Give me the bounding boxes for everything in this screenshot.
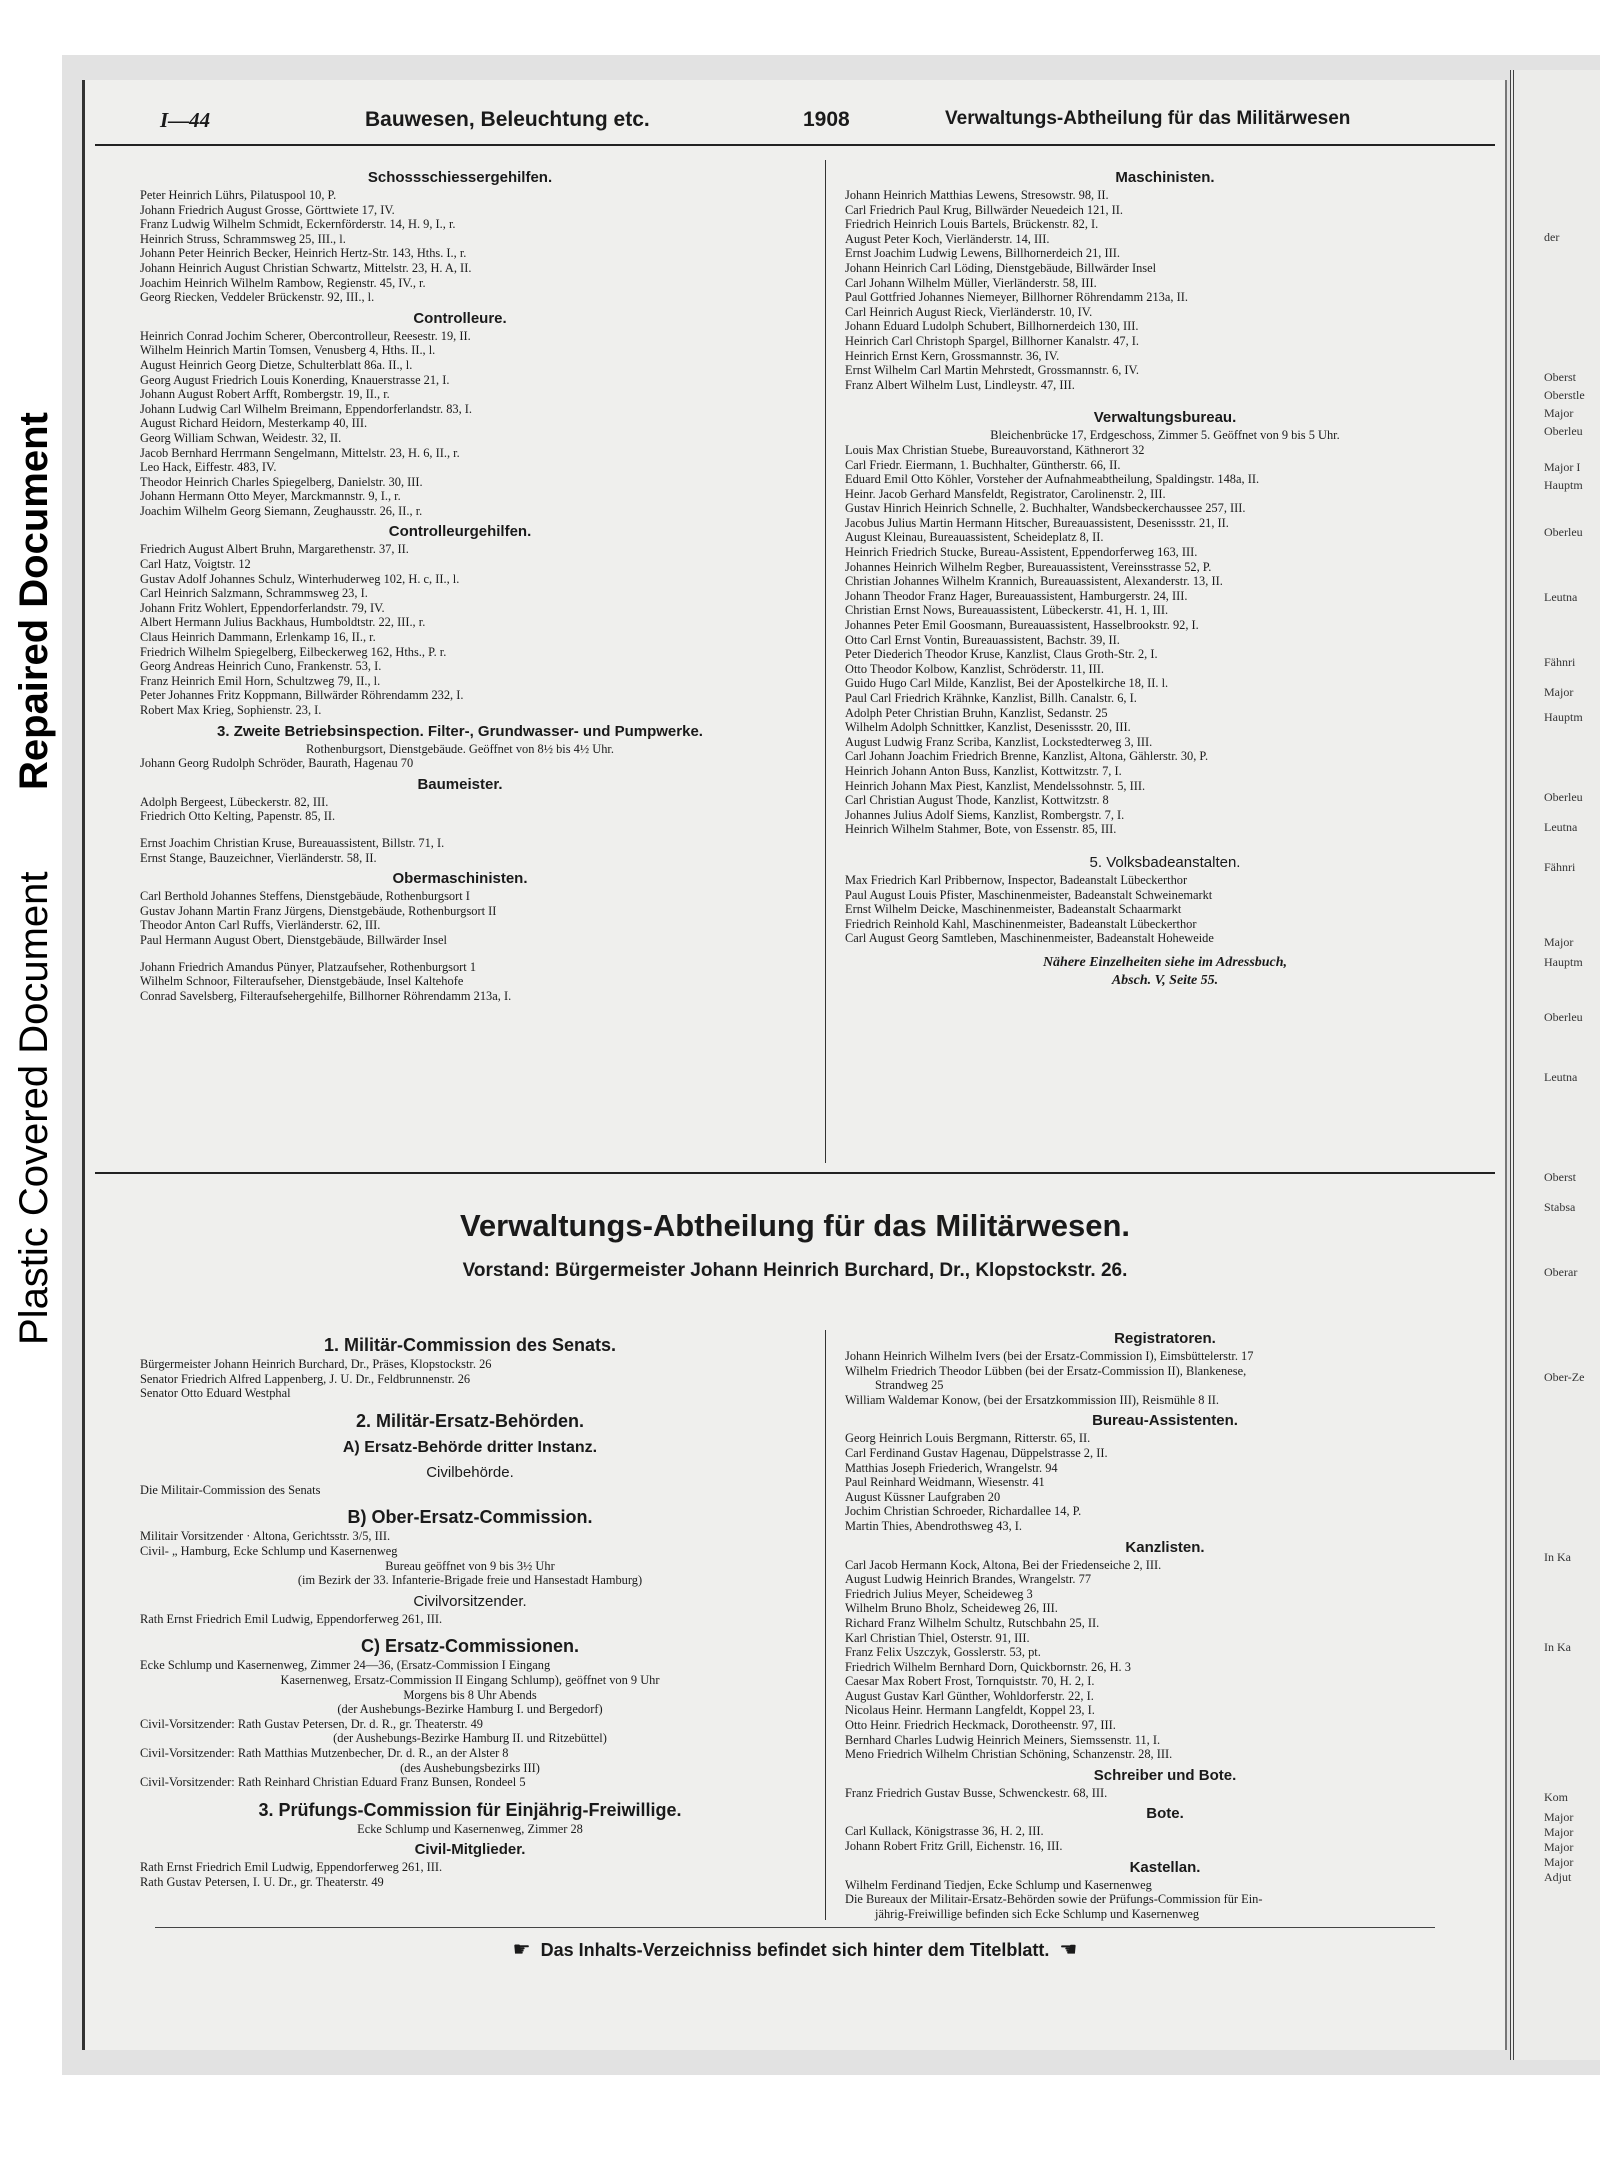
list-item: Nicolaus Heinr. Hermann Langfeldt, Koppel 23, I. <box>845 1703 1095 1718</box>
list-item: Friedrich Otto Kelting, Papenstr. 85, II. <box>140 809 336 824</box>
list-item: August Richard Heidorn, Mesterkamp 40, III. <box>140 416 368 431</box>
list-item: Eduard Emil Otto Köhler, Vorsteher der Aufnahmeabtheilung, Spaldingstr. 148a, II. <box>845 472 1260 487</box>
next-page-fragment: Kom <box>1544 1790 1568 1804</box>
section-heading: 2. Militär-Ersatz-Behörden. <box>355 1410 585 1431</box>
list-item: Rath Gustav Petersen, I. U. Dr., gr. Theaterstr. 49 <box>140 1874 384 1889</box>
next-page-fragment: Oberleu <box>1544 424 1583 438</box>
column-divider-lower <box>825 1330 826 1920</box>
list-item: Johann Ludwig Carl Wilhelm Breimann, Eppendorferlandstr. 83, I. <box>140 401 473 416</box>
list-item: Johann Theodor Franz Hager, Bureauassistent, Hamburgerstr. 24, III. <box>845 588 1188 603</box>
list-item: Christian Johannes Wilhelm Krannich, Bureauassistent, Alexanderstr. 13, II. <box>845 574 1223 589</box>
next-page-fragment: Oberar <box>1544 1265 1578 1279</box>
centered-line: Ecke Schlump und Kasernenweg, Zimmer 28 <box>357 1821 583 1836</box>
section-heading: 1. Militär-Commission des Senats. <box>323 1335 617 1355</box>
list-item: Johann Georg Rudolph Schröder, Baurath, Hagenau 70 <box>140 756 414 771</box>
next-page-fragment: Oberleu <box>1544 1010 1583 1024</box>
reference-note: Absch. V, Seite 55. <box>1111 972 1219 988</box>
list-item: Meno Friedrich Wilhelm Christian Schöning, Schanzenstr. 28, III. <box>845 1747 1173 1762</box>
next-page-fragment: Oberst <box>1544 370 1576 384</box>
list-item: Jacob Bernhard Herrmann Sengelmann, Mittelstr. 23, H. 6, II., r. <box>140 445 460 460</box>
list-item: Gustav Johann Martin Franz Jürgens, Dienstgebäude, Rothenburgsort II <box>140 903 497 918</box>
list-item: Johann Friedrich Amandus Pünyer, Platzaufseher, Rothenburgsort 1 <box>140 959 477 974</box>
list-item: Wilhelm Ferdinand Tiedjen, Ecke Schlump und Kasernenweg <box>845 1877 1152 1892</box>
section-heading: Kastellan. <box>1129 1858 1201 1876</box>
next-page-fragment: Stabsa <box>1544 1200 1576 1214</box>
list-item: Friedrich Heinrich Louis Bartels, Brückenstr. 82, I. <box>845 217 1099 232</box>
list-item: Ernst Joachim Christian Kruse, Bureauassistent, Billstr. 71, I. <box>140 835 445 850</box>
next-page-fragment: Major <box>1544 1855 1574 1869</box>
next-page-fragment: Major <box>1544 1810 1574 1824</box>
next-page-fragment: Major I <box>1544 460 1581 474</box>
list-item: Robert Max Krieg, Sophienstr. 23, I. <box>140 703 322 717</box>
list-item: Civil-Vorsitzender: Rath Reinhard Christian Eduard Franz Bunsen, Rondeel 5 <box>140 1775 526 1790</box>
list-item: Ernst Stange, Bauzeichner, Vierländerstr. 58, II. <box>140 850 377 865</box>
footer-text: Das Inhalts-Verzeichniss befindet sich hinter dem Titelblatt. <box>540 1940 1050 1960</box>
section-heading: Obermaschinisten. <box>392 870 528 888</box>
list-item: Carl Heinrich Salzmann, Schrammsweg 23, I. <box>140 586 368 601</box>
list-item: Paul August Louis Pfister, Maschinenmeister, Badeanstalt Schweinemarkt <box>845 887 1213 902</box>
header-rule <box>95 144 1495 146</box>
list-item: Conrad Savelsberg, Filteraufsehergehilfe, Billhorner Röhrendamm 213a, I. <box>140 988 512 1003</box>
centered-line: Bureau geöffnet von 9 bis 3½ Uhr <box>385 1558 555 1573</box>
list-item: Franz Ludwig Wilhelm Schmidt, Eckernförderstr. 14, H. 9, I., r. <box>140 217 456 232</box>
section-heading: 3. Zweite Betriebsinspection. Filter-, Grundwasser- und Pumpwerke. <box>217 722 703 740</box>
list-item: Otto Carl Ernst Vontin, Bureauassistent, Bachstr. 39, II. <box>845 632 1120 647</box>
list-item: Friedrich August Albert Bruhn, Margarethenstr. 37, II. <box>140 542 409 557</box>
list-item: Carl Friedrich Paul Krug, Billwärder Neuedeich 121, II. <box>845 202 1124 217</box>
list-item: Militair Vorsitzender · Altona, Gerichtsstr. 3/5, III. <box>140 1529 391 1544</box>
list-item: Carl Heinrich August Rieck, Vierländerstr. 10, IV. <box>845 304 1093 319</box>
centered-line: (der Aushebungs-Bezirke Hamburg II. und Ritzebüttel) <box>333 1731 607 1746</box>
list-item: Carl Ferdinand Gustav Hagenau, Düppelstrasse 2, II. <box>845 1445 1108 1460</box>
list-item: Martin Thies, Abendrothsweg 43, I. <box>845 1518 1023 1533</box>
list-item: Friedrich Reinhold Kahl, Maschinenmeister, Badeanstalt Lübeckerthor <box>845 916 1197 931</box>
section-heading: Kanzlisten. <box>1125 1538 1205 1556</box>
section-heading: Registratoren. <box>1114 1330 1216 1347</box>
list-item: Wilhelm Friedrich Theodor Lübben (bei der Ersatz-Commission II), Blankenese, <box>845 1363 1247 1378</box>
centered-line: (im Bezirk der 33. Infanterie-Brigade freie und Hansestadt Hamburg) <box>297 1573 643 1588</box>
list-item: Peter Diederich Theodor Kruse, Kanzlist, Claus Groth-Str. 2, I. <box>845 647 1158 662</box>
list-item: Carl Johann Joachim Friedrich Brenne, Kanzlist, Altona, Gählerstr. 30, P. <box>845 749 1209 764</box>
list-item: Johann Hermann Otto Meyer, Marckmannstr. 9, I., r. <box>140 489 401 504</box>
list-item: Gustav Adolf Johannes Schulz, Winterhuderweg 102, H. c, II., l. <box>140 571 460 586</box>
list-item: August Gustav Karl Günther, Wohldorferstr. 22, I. <box>845 1688 1094 1703</box>
list-item: Rath Ernst Friedrich Emil Ludwig, Eppendorferweg 261, III. <box>140 1860 443 1875</box>
list-item: Die Militair-Commission des Senats <box>140 1482 321 1497</box>
next-page-edge <box>1510 70 1600 2060</box>
next-page-fragment: Leutna <box>1544 590 1578 604</box>
centered-line: (der Aushebungs-Bezirke Hamburg I. und Bergedorf) <box>337 1702 603 1717</box>
centered-line: Morgens bis 8 Uhr Abends <box>403 1687 537 1702</box>
section-heading: Schossschiessergehilfen. <box>367 169 553 186</box>
list-item: Paul Hermann August Obert, Dienstgebäude, Billwärder Insel <box>140 932 447 947</box>
list-item: Otto Heinr. Friedrich Heckmack, Dorotheenstr. 97, III. <box>845 1718 1116 1733</box>
next-page-fragment: Major <box>1544 685 1574 699</box>
section-heading: Civil-Mitglieder. <box>414 1841 526 1859</box>
next-page-fragment: Leutna <box>1544 820 1578 834</box>
list-item: Leo Hack, Eiffestr. 483, IV. <box>140 460 277 475</box>
list-item: August Küssner Laufgraben 20 <box>845 1489 1001 1504</box>
list-item: Paul Reinhard Weidmann, Wiesenstr. 41 <box>845 1475 1045 1490</box>
lower-right-column <box>845 1325 1485 1921</box>
next-page-fragment: Ober-Ze <box>1544 1370 1585 1384</box>
list-item: Theodor Heinrich Charles Spiegelberg, Danielstr. 30, III. <box>140 474 423 489</box>
page-header <box>85 108 1505 148</box>
list-item: Wilhelm Bruno Bholz, Scheideweg 26, III. <box>845 1601 1058 1616</box>
next-page-fragment: Major <box>1544 406 1574 420</box>
list-item: August Kleinau, Bureauassistent, Scheideplatz 8, II. <box>845 530 1104 545</box>
list-item: Carl Friedr. Eiermann, 1. Buchhalter, Güntherstr. 66, II. <box>845 457 1121 472</box>
next-page-fragment: Fähnri <box>1544 860 1576 874</box>
spacer <box>140 824 780 836</box>
list-item: August Ludwig Franz Scriba, Kanzlist, Lockstedterweg 3, III. <box>845 734 1153 749</box>
list-item: Franz Felix Uszczyk, Gosslerstr. 53, pt. <box>845 1645 1041 1660</box>
next-page-fragment: Fähnri <box>1544 655 1576 669</box>
list-item: Heinr. Jacob Gerhard Mansfeldt, Registrator, Carolinenstr. 2, III. <box>845 486 1166 501</box>
centered-line: Kasernenweg, Ersatz-Commission II Eingang Schlump), geöffnet von 9 Uhr <box>280 1672 660 1687</box>
list-item: Otto Theodor Kolbow, Kanzlist, Schröderstr. 11, III. <box>845 661 1105 676</box>
spacer <box>845 837 1485 849</box>
list-item: Jochim Christian Schroeder, Richardallee 14, P. <box>845 1504 1082 1519</box>
repaired-document-label: Repaired Document <box>12 412 56 790</box>
list-item: Heinrich Friedrich Stucke, Bureau-Assistent, Eppendorferweg 163, III. <box>845 545 1198 560</box>
list-item: Max Friedrich Karl Pribbernow, Inspector, Badeanstalt Lübeckerthor <box>845 872 1188 887</box>
list-item: August Ludwig Heinrich Brandes, Wrangelstr. 77 <box>845 1572 1092 1587</box>
list-item: Franz Friedrich Gustav Busse, Schwenckestr. 68, III. <box>845 1785 1108 1800</box>
list-item: Johann Friedrich August Grosse, Görttwiete 17, IV. <box>140 202 395 217</box>
list-item: Carl Hatz, Voigtstr. 12 <box>140 557 251 572</box>
list-item: Johannes Heinrich Wilhelm Regber, Bureauassistent, Vereinsstrasse 52, P. <box>845 559 1212 574</box>
list-item: Johann Eduard Ludolph Schubert, Billhornerdeich 130, III. <box>845 319 1139 334</box>
list-item: Friedrich Wilhelm Spiegelberg, Eilbeckerweg 162, Hths., P. r. <box>140 644 447 659</box>
list-item: Civil- „ Hamburg, Ecke Schlump und Kasernenweg <box>140 1543 398 1558</box>
list-item: Civil-Vorsitzender: Rath Gustav Petersen, Dr. d. R., gr. Theaterstr. 49 <box>140 1716 483 1731</box>
list-item: Johann August Robert Arfft, Rombergstr. 19, II., r. <box>140 387 390 402</box>
section-heading: Maschinisten. <box>1115 169 1215 186</box>
next-page-fragment: Hauptm <box>1544 478 1583 492</box>
list-item: Johann Heinrich Carl Löding, Dienstgebäude, Billwärder Insel <box>845 260 1157 275</box>
next-page-fragment: Leutna <box>1544 1070 1578 1084</box>
page-number: I—44 <box>160 108 211 132</box>
list-item: Ecke Schlump und Kasernenweg, Zimmer 24—36, (Ersatz-Commission I Eingang <box>140 1658 551 1673</box>
list-item: Joachim Heinrich Wilhelm Rambow, Regienstr. 45, IV., r. <box>140 275 426 290</box>
list-item: Franz Heinrich Emil Horn, Schultzweg 79, II., l. <box>140 673 381 688</box>
list-item: Theodor Anton Carl Ruffs, Vierländerstr. 62, III. <box>140 918 381 933</box>
section-heading: 3. Prüfungs-Commission für Einjährig-Freiwillige. <box>258 1799 682 1820</box>
list-item: Adolph Bergeest, Lübeckerstr. 82, III. <box>140 794 329 809</box>
list-item: Heinrich Ernst Kern, Grossmannstr. 36, IV. <box>845 348 1060 363</box>
next-page-fragment: In Ka <box>1544 1550 1571 1564</box>
list-item: Carl Kullack, Königstrasse 36, H. 2, III. <box>845 1824 1044 1839</box>
lower-left-column <box>140 1325 800 1889</box>
list-item: Senator Otto Eduard Westphal <box>140 1386 291 1401</box>
pointing-hand-icon: ☛ <box>512 1939 531 1961</box>
list-item: Georg Riecken, Veddeler Brückenstr. 92, III., l. <box>140 290 375 305</box>
list-item: Carl Jacob Hermann Kock, Altona, Bei der Friedenseiche 2, III. <box>845 1557 1162 1572</box>
next-page-fragment: Major <box>1544 935 1574 949</box>
list-item: Ernst Wilhelm Carl Martin Mehrstedt, Grossmannstr. 6, IV. <box>845 363 1139 378</box>
section-heading: B) Ober-Ersatz-Commission. <box>347 1507 593 1528</box>
section-heading: Controlleure. <box>413 309 507 327</box>
list-item: Civil-Vorsitzender: Rath Matthias Mutzenbecher, Dr. d. R., an der Alster 8 <box>140 1745 509 1760</box>
plastic-covered-label: Plastic Covered Document <box>12 871 56 1345</box>
centered-line: Rothenburgsort, Dienstgebäude. Geöffnet von 8½ bis 4½ Uhr. <box>306 741 614 756</box>
next-page-fragment: Hauptm <box>1544 710 1583 724</box>
list-item: Friedrich Julius Meyer, Scheideweg 3 <box>845 1586 1033 1601</box>
list-item: Carl August Georg Samtleben, Maschinenmeister, Badeanstalt Hoheweide <box>845 931 1214 946</box>
list-item: Johann Heinrich August Christian Schwartz, Mittelstr. 23, H. A, II. <box>140 260 472 275</box>
list-item: Christian Ernst Nows, Bureauassistent, Lübeckerstr. 41, H. 1, III. <box>845 603 1169 618</box>
list-item: Franz Albert Wilhelm Lust, Lindleystr. 47, III. <box>845 377 1075 392</box>
list-item: Georg Andreas Heinrich Cuno, Frankenstr. 53, I. <box>140 659 382 674</box>
list-item: Albert Hermann Julius Backhaus, Humboldtstr. 22, III., r. <box>140 615 426 630</box>
section-heading: Verwaltungsbureau. <box>1093 409 1237 427</box>
list-item: Karl Christian Thiel, Osterstr. 91, III. <box>845 1630 1030 1645</box>
footer-rule <box>155 1927 1435 1928</box>
list-item: Richard Franz Wilhelm Schultz, Rutschbahn 25, II. <box>845 1615 1100 1630</box>
sidebar-labels <box>0 140 62 1345</box>
list-item: Jacobus Julius Martin Hermann Hitscher, Bureauassistent, Desenissstr. 21, II. <box>845 515 1229 530</box>
entry-continuation: jährig-Freiwillige befinden sich Ecke Schlump und Kasernenweg <box>875 1906 1200 1921</box>
list-item: Heinrich Johann Anton Buss, Kanzlist, Kottwitzstr. 7, I. <box>845 763 1122 778</box>
list-item: Georg August Friedrich Louis Konerding, Knauerstrasse 21, I. <box>140 372 450 387</box>
list-item: Joachim Wilhelm Georg Siemann, Zeughausstr. 26, II., r. <box>140 503 423 518</box>
section-heading: A) Ersatz-Behörde dritter Instanz. <box>342 1438 598 1456</box>
list-item: Johann Fritz Wohlert, Eppendorferlandstr. 79, IV. <box>140 600 385 615</box>
reference-note: Nähere Einzelheiten siehe im Adressbuch, <box>1042 954 1288 970</box>
upper-left-column <box>140 164 780 1003</box>
next-page-fragment: Oberst <box>1544 1170 1576 1184</box>
section-heading: Baumeister. <box>417 775 503 793</box>
pointing-hand-icon: ☚ <box>1059 1939 1078 1961</box>
section-heading: Schreiber und Bote. <box>1093 1766 1237 1784</box>
next-page-fragment: Oberleu <box>1544 790 1583 804</box>
list-item: Bürgermeister Johann Heinrich Burchard, Dr., Präses, Klopstockstr. 26 <box>140 1357 492 1371</box>
upper-right-column <box>845 164 1485 990</box>
list-item: Johann Heinrich Matthias Lewens, Stresowstr. 98, II. <box>845 188 1109 202</box>
spacer <box>845 392 1485 404</box>
section-heading: C) Ersatz-Commissionen. <box>360 1636 580 1657</box>
list-item: Heinrich Wilhelm Stahmer, Bote, von Essenstr. 85, III. <box>845 822 1117 837</box>
list-item: Paul Gottfried Johannes Niemeyer, Billhorner Röhrendamm 213a, II. <box>845 290 1188 305</box>
vorstand-line: Vorstand: Bürgermeister Johann Heinrich Burchard, Dr., Klopstockstr. 26. <box>462 1260 1128 1281</box>
list-item: Georg Heinrich Louis Bergmann, Ritterstr. 65, II. <box>845 1431 1091 1446</box>
next-page-fragment: Major <box>1544 1825 1574 1839</box>
list-item: Adolph Peter Christian Bruhn, Kanzlist, Sedanstr. 25 <box>845 705 1108 720</box>
list-item: Ernst Joachim Ludwig Lewens, Billhornerdeich 21, III. <box>845 246 1120 261</box>
header-right-title: Verwaltungs-Abtheilung für das Militärwesen <box>945 108 1351 129</box>
section-heading: Civilbehörde. <box>426 1463 514 1481</box>
list-item: William Waldemar Konow, (bei der Ersatzkommission III), Reismühle 8 II. <box>845 1392 1219 1407</box>
list-item: Ernst Wilhelm Deicke, Maschinenmeister, Badeanstalt Schaarmarkt <box>845 902 1182 917</box>
list-item: Carl Christian August Thode, Kanzlist, Kottwitzstr. 8 <box>845 793 1109 808</box>
list-item: Heinrich Conrad Jochim Scherer, Obercontrolleur, Reesestr. 19, II. <box>140 328 471 343</box>
list-item: Caesar Max Robert Frost, Tornquiststr. 70, H. 2, I. <box>845 1674 1095 1689</box>
list-item: Heinrich Struss, Schrammsweg 25, III., l. <box>140 231 346 246</box>
section-heading: Bote. <box>1146 1805 1184 1823</box>
list-item: August Heinrich Georg Dietze, Schulterblatt 86a. II., l. <box>140 357 413 372</box>
next-page-fragment: Oberstle <box>1544 388 1585 402</box>
next-page-fragment: Hauptm <box>1544 955 1583 969</box>
section-rule <box>95 1172 1495 1174</box>
list-item: Senator Friedrich Alfred Lappenberg, J. U. Dr., Feldbrunnenstr. 26 <box>140 1371 471 1386</box>
list-item: Rath Ernst Friedrich Emil Ludwig, Eppendorferweg 261, III. <box>140 1611 443 1626</box>
list-item: Johann Peter Heinrich Becker, Heinrich Hertz-Str. 143, Hths. I., r. <box>140 246 467 261</box>
list-item: Wilhelm Heinrich Martin Tomsen, Venusberg 4, Hths. II., l. <box>140 343 436 358</box>
list-item: Heinrich Johann Max Piest, Kanzlist, Mendelssohnstr. 5, III. <box>845 778 1146 793</box>
section-heading: 5. Volksbadeanstalten. <box>1089 853 1241 871</box>
spacer <box>140 948 780 960</box>
list-item: Wilhelm Schnoor, Filteraufseher, Dienstgebäude, Insel Kaltehofe <box>140 974 464 989</box>
centered-line: Bleichenbrücke 17, Erdgeschoss, Zimmer 5. Geöffnet von 9 bis 5 Uhr. <box>990 428 1340 443</box>
list-item: Friedrich Wilhelm Bernhard Dorn, Quickbornstr. 26, H. 3 <box>845 1659 1131 1674</box>
list-item: Heinrich Carl Christoph Spargel, Billhorner Kanalstr. 47, I. <box>845 333 1139 348</box>
document-page <box>82 80 1507 2050</box>
header-year: 1908 <box>803 108 850 131</box>
list-item: Paul Carl Friedrich Krähnke, Kanzlist, Billh. Canalstr. 6, I. <box>845 691 1137 705</box>
entry-continuation: Strandweg 25 <box>875 1378 944 1393</box>
footer-note <box>85 1937 1505 1962</box>
list-item: Bernhard Charles Ludwig Heinrich Meiners, Siemssenstr. 11, I. <box>845 1732 1161 1747</box>
list-item: Carl Johann Wilhelm Müller, Vierländerstr. 58, III. <box>845 275 1097 290</box>
list-item: Wilhelm Adolph Schnittker, Kanzlist, Desenissstr. 20, III. <box>845 720 1131 735</box>
list-item: Johannes Peter Emil Goosmann, Bureauassistent, Hasselbrookstr. 92, I. <box>845 618 1199 633</box>
list-item: Johann Heinrich Wilhelm Ivers (bei der Ersatz-Commission I), Eimsbüttelerstr. 17 <box>845 1349 1254 1363</box>
next-page-fragment: In Ka <box>1544 1640 1571 1654</box>
list-item: Louis Max Christian Stuebe, Bureauvorstand, Käthnerort 32 <box>845 442 1145 457</box>
column-divider-upper <box>825 160 826 1163</box>
section-heading: Civilvorsitzender. <box>413 1592 527 1610</box>
header-left-title: Bauwesen, Beleuchtung etc. <box>365 108 650 131</box>
section-heading: Controlleurgehilfen. <box>388 523 532 541</box>
list-item: Claus Heinrich Dammann, Erlenkamp 16, II., r. <box>140 630 376 645</box>
next-page-fragment: der <box>1544 230 1560 244</box>
list-item: Carl Berthold Johannes Steffens, Dienstgebäude, Rothenburgsort I <box>140 889 470 904</box>
centered-line: (des Aushebungsbezirks III) <box>400 1760 540 1775</box>
next-page-fragment: Adjut <box>1544 1870 1572 1884</box>
next-page-fragment: Major <box>1544 1840 1574 1854</box>
list-item: Johann Robert Fritz Grill, Eichenstr. 16, III. <box>845 1839 1063 1854</box>
list-item: Johannes Julius Adolf Siems, Kanzlist, Rombergstr. 7, I. <box>845 807 1125 822</box>
list-item: Die Bureaux der Militair-Ersatz-Behörden sowie der Prüfungs-Commission für Ein- <box>845 1892 1263 1907</box>
list-item: Peter Heinrich Lührs, Pilatuspool 10, P. <box>140 188 337 202</box>
list-item: Peter Johannes Fritz Koppmann, Billwärder Röhrendamm 232, I. <box>140 688 464 703</box>
list-item: Gustav Hinrich Heinrich Schnelle, 2. Buchhalter, Wandsbeckerchaussee 257, III. <box>845 501 1246 516</box>
list-item: Guido Hugo Carl Milde, Kanzlist, Bei der Apostelkirche 18, II. l. <box>845 676 1169 691</box>
section-heading: Bureau-Assistenten. <box>1092 1412 1238 1430</box>
list-item: August Peter Koch, Vierländerstr. 14, III. <box>845 231 1050 246</box>
list-item: Matthias Joseph Friederich, Wrangelstr. 94 <box>845 1460 1058 1475</box>
main-title: Verwaltungs-Abtheilung für das Militärwesen. <box>459 1208 1131 1243</box>
next-page-fragment: Oberleu <box>1544 525 1583 539</box>
list-item: Georg William Schwan, Weidestr. 32, II. <box>140 430 342 445</box>
